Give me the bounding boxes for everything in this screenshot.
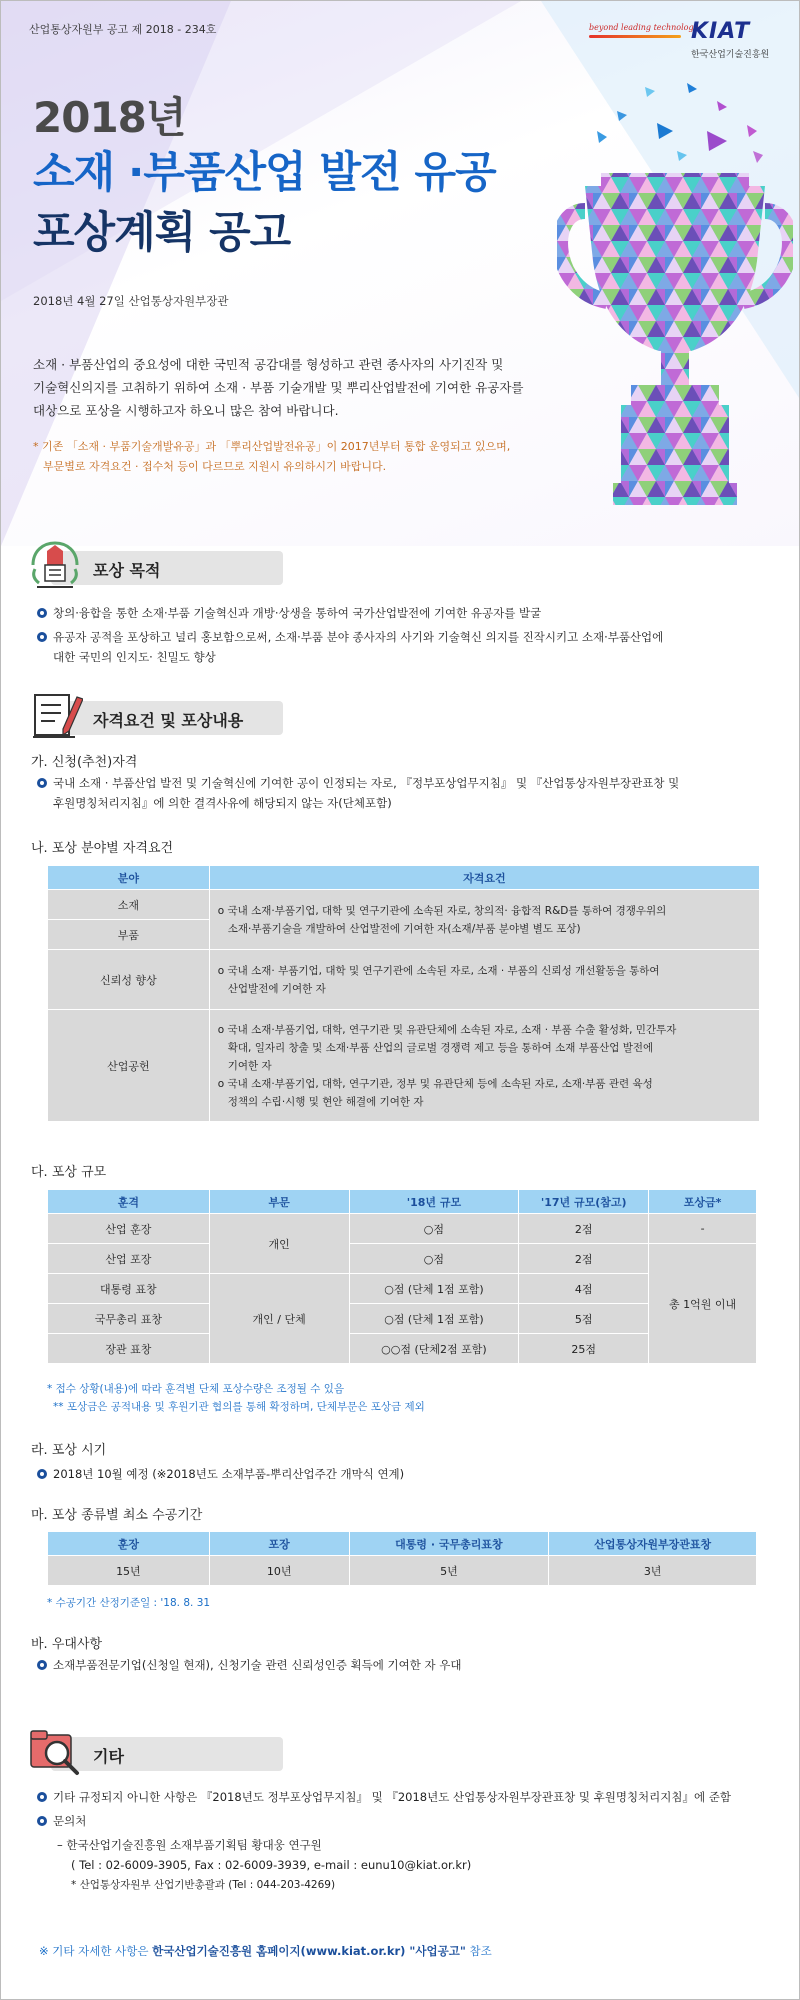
- table-row: 대통령 표창: [48, 1274, 210, 1304]
- table-header: 포장: [209, 1532, 349, 1556]
- scale-note-2: ** 포상금은 공적내용 및 후원기관 협의를 통해 확정하며, 단체부문은 포상금 제외: [53, 1401, 425, 1413]
- eligibility-na-title: 나. 포상 분야별 자격요건: [31, 841, 174, 856]
- logo-org: 한국산업기술진흥원: [691, 50, 770, 60]
- document-pen-icon: [27, 689, 83, 741]
- section-purpose-title: 포상 목적: [93, 561, 161, 580]
- section-etc-title: 기타: [93, 1747, 124, 1766]
- sector-both: 개인 / 단체: [209, 1274, 349, 1364]
- field-material: 소재: [48, 890, 210, 920]
- issue-date: 2018년 4월 27일 산업통상자원부장관: [33, 294, 229, 308]
- eligibility-table: [47, 865, 760, 1122]
- intro-note: * 기존 「소재 · 부품기술개발유공」과 「뿌리산업발전유공」이 2017년부터 통합 운영되고 있으며, 부문별로 자격요건 · 접수처 등이 다르므로 지원시 유의하시기 바랍니다.: [33, 440, 511, 473]
- table-row: 산업 훈장: [48, 1214, 210, 1244]
- period-title: 마. 포상 종류별 최소 수공기간: [31, 1508, 203, 1523]
- title-sub: 포상계획 공고: [33, 208, 291, 258]
- etc-contact-label: 문의처: [37, 1811, 86, 1831]
- table-header: 분야: [48, 866, 210, 890]
- table-header: '17년 규모(참고): [519, 1190, 649, 1214]
- purpose-item: 유공자 공적을 포상하고 널리 홍보함으로써, 소재·부품 분야 종사자의 사기와 기술혁신 의지를 진작시키고 소재·부품산업에 대한 국민의 인지도· 친밀도 향상: [37, 627, 663, 667]
- timing-title: 라. 포상 시기: [31, 1443, 107, 1458]
- eligibility-ga-title: 가. 신청(추천)자격: [31, 755, 138, 770]
- etc-item: 기타 규정되지 아니한 사항은 『2018년도 정부포상업무지침』 및 『2018년도 산업통상자원부장관표창 및 후원명칭처리지침』에 준함: [37, 1787, 731, 1807]
- table-header: 산업통상자원부장관표창: [549, 1532, 757, 1556]
- hero-banner: [1, 1, 800, 546]
- timing-item: 2018년 10월 예정 (※2018년도 소재부품-뿌리산업주간 개막식 연계): [37, 1464, 404, 1484]
- award-badge-icon: [27, 539, 83, 591]
- eligibility-ga-item: 국내 소재 · 부품산업 발전 및 기술혁신에 기여한 공이 인정되는 자로, 『정부포상업무지침』 및 『산업통상자원부장관표창 및 후원명칭처리지침』에 의한 결격사유에 해당되지 않는 자(단체포함): [37, 773, 679, 813]
- reliability-requirement: o 국내 소재· 부품기업, 대학 및 연구기관에 소속된 자로, 소재 · 부품의 신뢰성 개선활동을 통하여 산업발전에 기여한 자: [209, 950, 759, 1010]
- contact-info: – 한국산업기술진흥원 소재부품기획팀 황대웅 연구원 ( Tel : 02-6009-3905, Fax : 02-6009-3939, e-mail : eunu10@kiat.or.kr) * 산업통상자원부 산업기반총괄과 (Tel : 044-203-4269): [57, 1838, 472, 1891]
- title-main: 소재 ·부품산업 발전 유공: [33, 148, 496, 198]
- section-purpose-header: [27, 549, 283, 585]
- section-eligibility-header: [27, 699, 283, 735]
- section-etc-header: [27, 1735, 283, 1771]
- logo-tagline: beyond leading technology: [589, 23, 699, 32]
- table-row: 15년: [48, 1556, 210, 1586]
- preference-title: 바. 우대사항: [31, 1637, 103, 1652]
- prize-none: -: [649, 1214, 757, 1244]
- preference-item: 소재부품전문기업(신청일 현재), 신청기술 관련 신뢰성인증 획득에 기여한 자 우대: [37, 1655, 461, 1675]
- magnifier-folder-icon: [27, 1725, 83, 1777]
- scale-note-1: * 접수 상황(내용)에 따라 훈격별 단체 포상수량은 조정될 수 있음: [47, 1383, 345, 1395]
- table-row: 산업 포장: [48, 1244, 210, 1274]
- footer-note: ※ 기타 자세한 사항은 한국산업기술진흥원 홈페이지(www.kiat.or.kr) "사업공고" 참조: [39, 1944, 492, 1958]
- scale-title: 다. 포상 규모: [31, 1165, 107, 1180]
- period-note: * 수공기간 산정기준일 : '18. 8. 31: [47, 1597, 211, 1609]
- sector-individual: 개인: [209, 1214, 349, 1274]
- scale-table: 훈격 부문 '18년 규모 '17년 규모(참고) 포상금* 산업 훈장 개인 ○점 2점 - 산업 포장 ○점 2점 총 1억원 이내 대통령 표창 개인 / 단체 ○점 (단체 1점 포함) 4점 국무총리 표창 ○점 (단체 1점 포함) 5점 장관 표창 ○○점 (단체2점 포함) 25점: [47, 1189, 757, 1364]
- field-parts: 부품: [48, 920, 210, 950]
- homepage-link[interactable]: 한국산업기술진흥원 홈페이지(www.kiat.or.kr) "사업공고": [152, 1944, 466, 1958]
- intro-text: 소재 · 부품산업의 중요성에 대한 국민적 공감대를 형성하고 관련 종사자의 사기진작 및 기술혁신의지를 고취하기 위하여 소재 · 부품 기술개발 및 뿌리산업발전에 기여한 유공자를 대상으로 포상을 시행하고자 하오니 많은 참여 바랍니다.: [33, 357, 524, 418]
- purpose-item: 창의·융합을 통한 소재·부품 기술혁신과 개방·상생을 통하여 국가산업발전에 기여한 유공자를 발굴: [37, 603, 541, 623]
- field-reliability: 신뢰성 향상: [48, 950, 210, 1010]
- table-header: 자격요건: [209, 866, 759, 890]
- table-header: 대통령 · 국무총리표창: [349, 1532, 549, 1556]
- table-row: 장관 표창: [48, 1334, 210, 1364]
- table-row: 국무총리 표창: [48, 1304, 210, 1334]
- title-year: 2018년: [33, 93, 186, 142]
- table-header: 부문: [209, 1190, 349, 1214]
- trophy-icon: [557, 81, 793, 531]
- industry-requirement: o 국내 소재·부품기업, 대학, 연구기관 및 유관단체에 소속된 자로, 소재 · 부품 수출 활성화, 민간투자 확대, 일자리 창출 및 소재·부품 산업의 글로벌 경쟁력 제고 등을 통하여 소재 부품산업 발전에 기여한 자 o 국내 소재·부품기업, 대학, 연구기관, 정부 및 유관단체 등에 소속된 자로, 소재·부품 관련 육성 정책의 수립·시행 및 현안 해결에 기여한 자: [209, 1010, 759, 1122]
- kiat-logo[interactable]: [589, 19, 775, 63]
- table-header: 훈장: [48, 1532, 210, 1556]
- period-table: 훈장 포장 대통령 · 국무총리표창 산업통상자원부장관표창 15년 10년 5년 3년: [47, 1531, 757, 1586]
- field-industry: 산업공헌: [48, 1010, 210, 1122]
- section-eligibility-title: 자격요건 및 포상내용: [93, 711, 244, 730]
- prize-total: 총 1억원 이내: [649, 1244, 757, 1364]
- notice-number: 산업통상자원부 공고 제 2018 - 234호: [29, 23, 217, 36]
- material-parts-requirement: o 국내 소재·부품기업, 대학 및 연구기관에 소속된 자로, 창의적· 융합적 R&D를 통하여 경쟁우위의 소재·부품기술을 개발하여 산업발전에 기여한 자(소재/부품 분야별 별도 포상): [209, 890, 759, 950]
- logo-brand: KIAT: [691, 19, 751, 44]
- table-header: 훈격: [48, 1190, 210, 1214]
- table-header: '18년 규모: [349, 1190, 519, 1214]
- table-header: 포상금*: [649, 1190, 757, 1214]
